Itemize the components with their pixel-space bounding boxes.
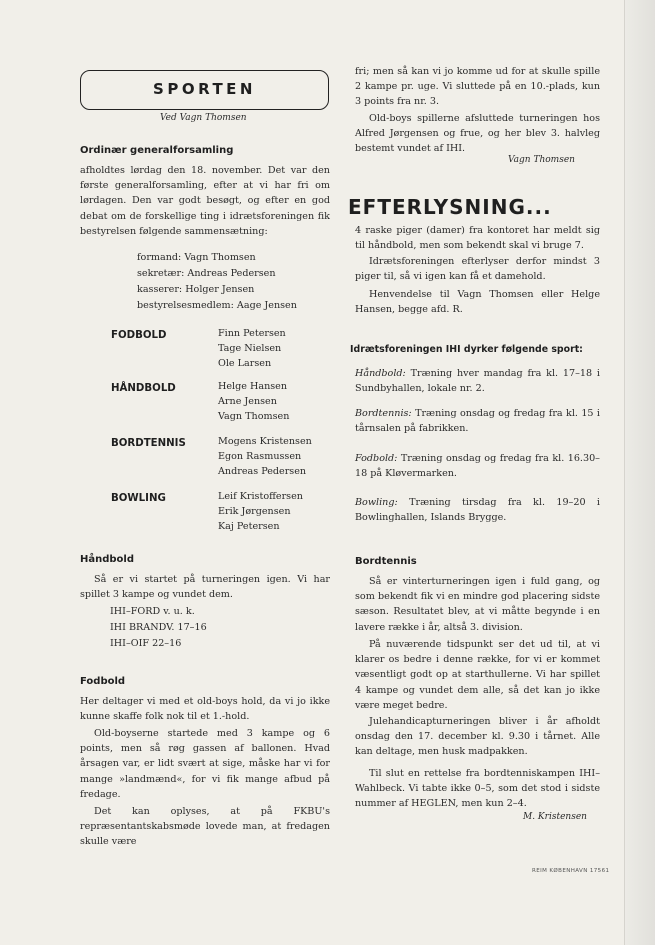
- sport-item-bordtennis: [355, 406, 600, 436]
- sport-name: Bowling:: [355, 497, 398, 508]
- sport-name: Bordtennis:: [355, 408, 412, 419]
- sport-schedule: Træning onsdag og fredag fra kl. 15 i tårnsalen på fabrikken.: [355, 408, 600, 435]
- committee-label-handbold: HÅNDBOLD: [111, 383, 176, 394]
- committee-member: Tage Nielsen: [218, 343, 282, 355]
- board-member: kasserer: Holger Jensen: [137, 284, 255, 295]
- sport-schedule: Træning hver mandag fra kl. 17–18 i Sundbyhallen, lokale nr. 2.: [355, 368, 600, 395]
- efterlysning-p3: Henvendelse til Vagn Thomsen eller Helge Hansen, begge afd. R.: [355, 289, 600, 316]
- fodbold-p1: Her deltager vi med et old-boys hold, da vi jo ikke kunne skaffe folk nok til et 1.-hold.: [80, 696, 330, 723]
- board-member: formand: Vagn Thomsen: [137, 252, 256, 263]
- bordtennis-signature: M. Kristensen: [523, 812, 587, 822]
- committee-names-handbold: [218, 379, 289, 425]
- committee-member: Mogens Kristensen: [218, 436, 312, 447]
- bordtennis-p1: Så er vinterturneringen igen i fuld gang, og som bekendt fik vi en mindre god placering sidste sæson. Resultatet blev, at vi måtte begynde i en lavere række i år, altså 3. division.: [355, 576, 600, 633]
- committee-member: Erik Jørgensen: [218, 506, 291, 518]
- efterlysning-heading: EFTERLYSNING...: [348, 195, 552, 219]
- committee-names-fodbold: [218, 326, 286, 372]
- fodbold-signature: Vagn Thomsen: [508, 155, 575, 165]
- sporten-title: SPORTEN: [153, 80, 256, 98]
- committee-member: Helge Hansen: [218, 381, 288, 392]
- bordtennis-p4: Til slut en rettelse fra bordtenniskampen IHI–Wahlbeck. Vi tabte ikke 0–5, som det stod i sidste nummer af HEGLEN, men kun 2–4.: [355, 768, 600, 810]
- committee-member: Leif Kristoffersen: [218, 491, 303, 502]
- sports-list-heading: Idrætsforeningen IHI dyrker følgende sport:: [350, 344, 583, 355]
- committee-label-fodbold: FODBOLD: [111, 330, 167, 341]
- fodbold-p2: Old-boyserne startede med 3 kampe og 6 points, men så røg gassen af ballonen. Hvad årsagen var, er lidt svært at sige, måske har vi for mange »landmænd«, for vi fik mange afbud på fredage.: [80, 728, 330, 800]
- sport-name: Fodbold:: [355, 453, 398, 464]
- committee-member: Kaj Petersen: [218, 521, 280, 533]
- bordtennis-p3: Julehandicapturneringen bliver i år afholdt onsdag den 17. december kl. 9.30 i tårnet. Alle kan deltage, men husk madpakken.: [355, 716, 600, 758]
- committee-member: Andreas Pedersen: [218, 466, 307, 478]
- committee-member: Vagn Thomsen: [218, 411, 290, 423]
- printer-mark: REIM KØBENHAVN 17561: [532, 868, 610, 874]
- fodbold-p3: Det kan oplyses, at på FKBU's repræsentantskabsmøde lovede man, at fredagen skulle være: [80, 806, 330, 848]
- bordtennis-p2: På nuværende tidspunkt ser det ud til, at vi klarer os bedre i denne række, for vi er kommet væsentligt godt op at starthullerne. Vi har spillet 4 kampe og vundet dem alle, så det kan jo ikke være meget bedre.: [355, 639, 600, 711]
- match-result: IHI BRANDV. 17–16: [110, 622, 207, 633]
- fodbold-heading: Fodbold: [80, 676, 126, 687]
- committee-member: Ole Larsen: [218, 358, 272, 370]
- fodbold-continuation: fri; men så kan vi jo komme ud for at skulle spille 2 kampe pr. uge. Vi sluttede på en 10.-plads, kun 3 points fra nr. 3.: [355, 66, 600, 108]
- board-member: bestyrelsesmedlem: Aage Jensen: [137, 300, 297, 311]
- sport-schedule: Træning tirsdag fra kl. 19–20 i Bowlinghallen, Islands Brygge.: [355, 497, 600, 524]
- sport-item-bowling: [355, 495, 600, 525]
- sport-item-handbold: [355, 366, 600, 396]
- handbold-text: Så er vi startet på turneringen igen. Vi har spillet 3 kampe og vundet dem.: [80, 574, 330, 601]
- generalforsamling-text: afholdtes lørdag den 18. november. Det var den første generalforsamling, efter at vi har fri om lørdagen. Den var godt besøgt, og efter en god debat om de forskellige ting i idrætsforeningen fik bestyrelsen følgende sammensætning:: [80, 165, 330, 237]
- sport-schedule: Træning onsdag og fredag fra kl. 16.30–18 på Kløvermarken.: [355, 453, 600, 480]
- fodbold-p4: Old-boys spillerne afsluttede turneringen hos Alfred Jørgensen og frue, og her blev 3. halvleg bestemt vundet af IHI.: [355, 113, 600, 155]
- sport-name: Håndbold:: [355, 368, 406, 379]
- committee-member: Finn Petersen: [218, 328, 286, 339]
- board-member: sekretær: Andreas Pedersen: [137, 268, 276, 279]
- committee-names-bowling: [218, 489, 303, 535]
- sporten-title-box: [80, 70, 329, 110]
- byline: Ved Vagn Thomsen: [160, 113, 247, 123]
- committee-label-bowling: BOWLING: [111, 493, 166, 504]
- match-result: IHI–FORD v. u. k.: [110, 606, 195, 617]
- handbold-heading: Håndbold: [80, 554, 135, 565]
- match-result: IHI–OIF 22–16: [110, 638, 182, 649]
- committee-label-bordtennis: BORDTENNIS: [111, 438, 186, 449]
- sport-item-fodbold: [355, 451, 600, 481]
- page-edge: [624, 0, 655, 945]
- committee-member: Egon Rasmussen: [218, 451, 302, 463]
- efterlysning-p1: 4 raske piger (damer) fra kontoret har meldt sig til håndbold, men som bekendt skal vi bruge 7.: [355, 225, 600, 252]
- committee-names-bordtennis: [218, 434, 312, 480]
- generalforsamling-heading: Ordinær generalforsamling: [80, 145, 234, 156]
- bordtennis-heading: Bordtennis: [355, 556, 417, 567]
- committee-member: Arne Jensen: [218, 396, 277, 408]
- efterlysning-p2: Idrætsforeningen efterlyser derfor mindst 3 piger til, så vi igen kan få et damehold.: [355, 256, 600, 283]
